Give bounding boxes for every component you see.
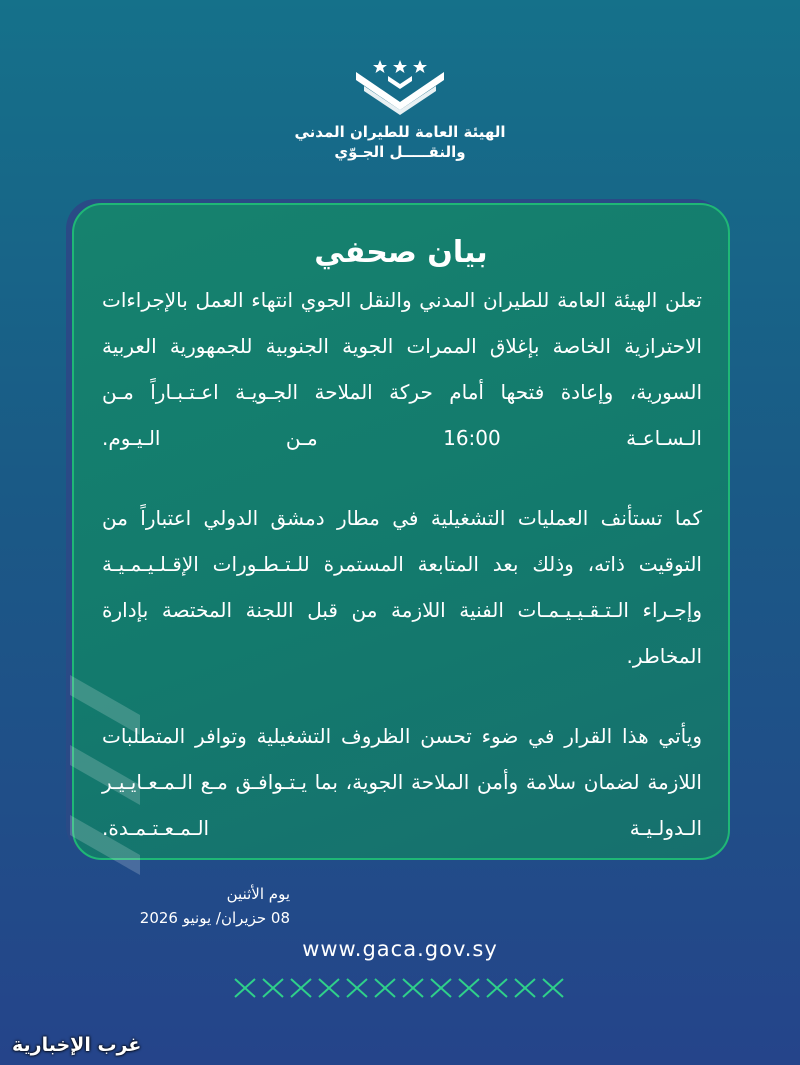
organization-name — [290, 122, 510, 162]
date-full: 08 حزيران/ يونيو 2026 — [139, 909, 290, 927]
press-release-card — [72, 203, 730, 860]
date-day: يوم الأثنين — [226, 885, 290, 903]
org-name-line1: الهيئة العامة للطيران المدني — [294, 123, 506, 141]
statement-paragraph-3: ويأتي هذا القرار في ضوء تحسن الظروف التشغيلية وتوافر المتطلبات اللازمة لضمان سلامة وأمن الملاحة الجوية، بما يـتـوافـق مـع الـمـعـايـيـر الـدولـيـة الـمـعـتـمـدة. — [102, 724, 702, 840]
gaca-wings-stars-icon — [352, 58, 448, 116]
statement-title: بيان صحفي — [314, 235, 488, 270]
channel-watermark: غرب الإخبارية — [12, 1034, 142, 1056]
statement-paragraph-1: تعلن الهيئة العامة للطيران المدني والنقل الجوي انتهاء العمل بالإجراءات الاحترازية الخاصة بإغلاق الممرات الجوية الجنوبية للجمهورية العربية السورية، وإعادة فتحها أمام حركة الملاحة الجـويـة اعـتـبـاراً مـن الـسـاعـة 16:00 مـن الـيـوم. — [102, 288, 702, 450]
website-link[interactable]: www.gaca.gov.sy — [302, 937, 498, 961]
date-block — [120, 882, 290, 930]
org-name-line2: والنقـــــل الجـوّي — [334, 143, 466, 161]
statement-paragraph-2: كما تستأنف العمليات التشغيلية في مطار دمشق الدولي اعتباراً من التوقيت ذاته، وذلك بعد المتابعة المستمرة للـتـطـورات الإقـلـيـمـيـة وإجـراء الـتـقـيـيـمـات الفنية اللازمة من قبل اللجنة المختصة بإدارة المخاطر. — [102, 506, 702, 668]
decorative-pattern-icon — [230, 975, 570, 1001]
gaca-logo — [290, 58, 510, 178]
